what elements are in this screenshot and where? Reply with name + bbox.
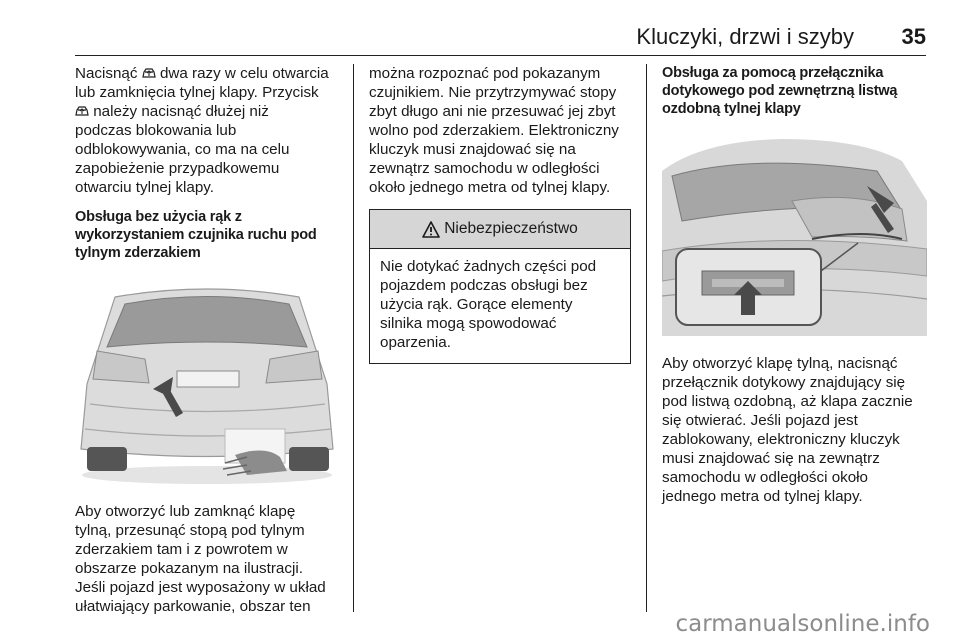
tailgate-open-icon bbox=[142, 66, 156, 79]
section-heading-touch-switch: Obsługa za pomocą przełącznika dotykowego pod zewnętrzną listwą ozdobną tylnej klapy bbox=[662, 65, 898, 117]
warning-box bbox=[369, 209, 631, 364]
column-divider bbox=[646, 64, 647, 612]
paragraph-sensor-continued: można rozpoznać pod pokazanym czujnikiem. Nie przytrzymywać stopy zbyt długo ani nie przesuwać jej zbyt wolno pod zderzakiem. Elektroniczny kluczyk musi znajdować się na zewnątrz samochodu w odległości około jednego metra od tylnej klapy. bbox=[369, 65, 619, 196]
column-2 bbox=[369, 64, 631, 364]
chapter-title: Kluczyki, drzwi i szyby bbox=[636, 24, 854, 49]
header-rule bbox=[75, 55, 926, 56]
paragraph-tailgate-button: Nacisnąć dwa razy w celu otwarcia lub zamknięcia tylnej klapy. Przycisk należy nacisnąć dłużej niż podczas blokowania lub odblokowywania, co ma na celu zapobieżenie przypadkowemu otwarciu tylnej klapy. bbox=[75, 65, 329, 196]
page-header bbox=[75, 24, 926, 54]
section-heading-handsfree: Obsługa bez użycia rąk z wykorzystaniem czujnika ruchu pod tylnym zderzakiem bbox=[75, 209, 317, 261]
illustration-tailgate-touch-switch bbox=[662, 131, 927, 336]
column-3 bbox=[662, 64, 927, 506]
watermark: carmanualsonline.info bbox=[675, 611, 930, 637]
page-number: 35 bbox=[901, 24, 926, 49]
paragraph-touch-switch: Aby otworzyć klapę tylną, nacisnąć przełącznik dotykowy znajdujący się pod listwą ozdobną, aż klapa zacznie się otwierać. Jeśli pojazd jest zablokowany, elektroniczny kluczyk musi znajdować się na zewnątrz samochodu w odległości około jednego metra od tylnej klapy. bbox=[662, 355, 913, 505]
warning-body: Nie dotykać żadnych części pod pojazdem podczas obsługi bez użycia rąk. Gorące elementy silnika mogą spowodować oparzenia. bbox=[380, 258, 597, 351]
warning-title: Niebezpieczeństwo bbox=[444, 220, 578, 237]
warning-header bbox=[370, 210, 630, 249]
column-divider bbox=[353, 64, 354, 612]
tailgate-open-icon bbox=[75, 104, 89, 117]
column-1 bbox=[75, 64, 340, 616]
illustration-rear-bumper-sensor bbox=[75, 279, 340, 484]
paragraph-handsfree: Aby otworzyć lub zamknąć klapę tylną, przesunąć stopą pod tylnym zderzakiem tam i z powrotem w obszarze pokazanym na ilustracji. Jeśli pojazd jest wyposażony w układ ułatwiający parkowanie, obszar ten bbox=[75, 503, 326, 615]
warning-triangle-icon bbox=[422, 221, 440, 238]
